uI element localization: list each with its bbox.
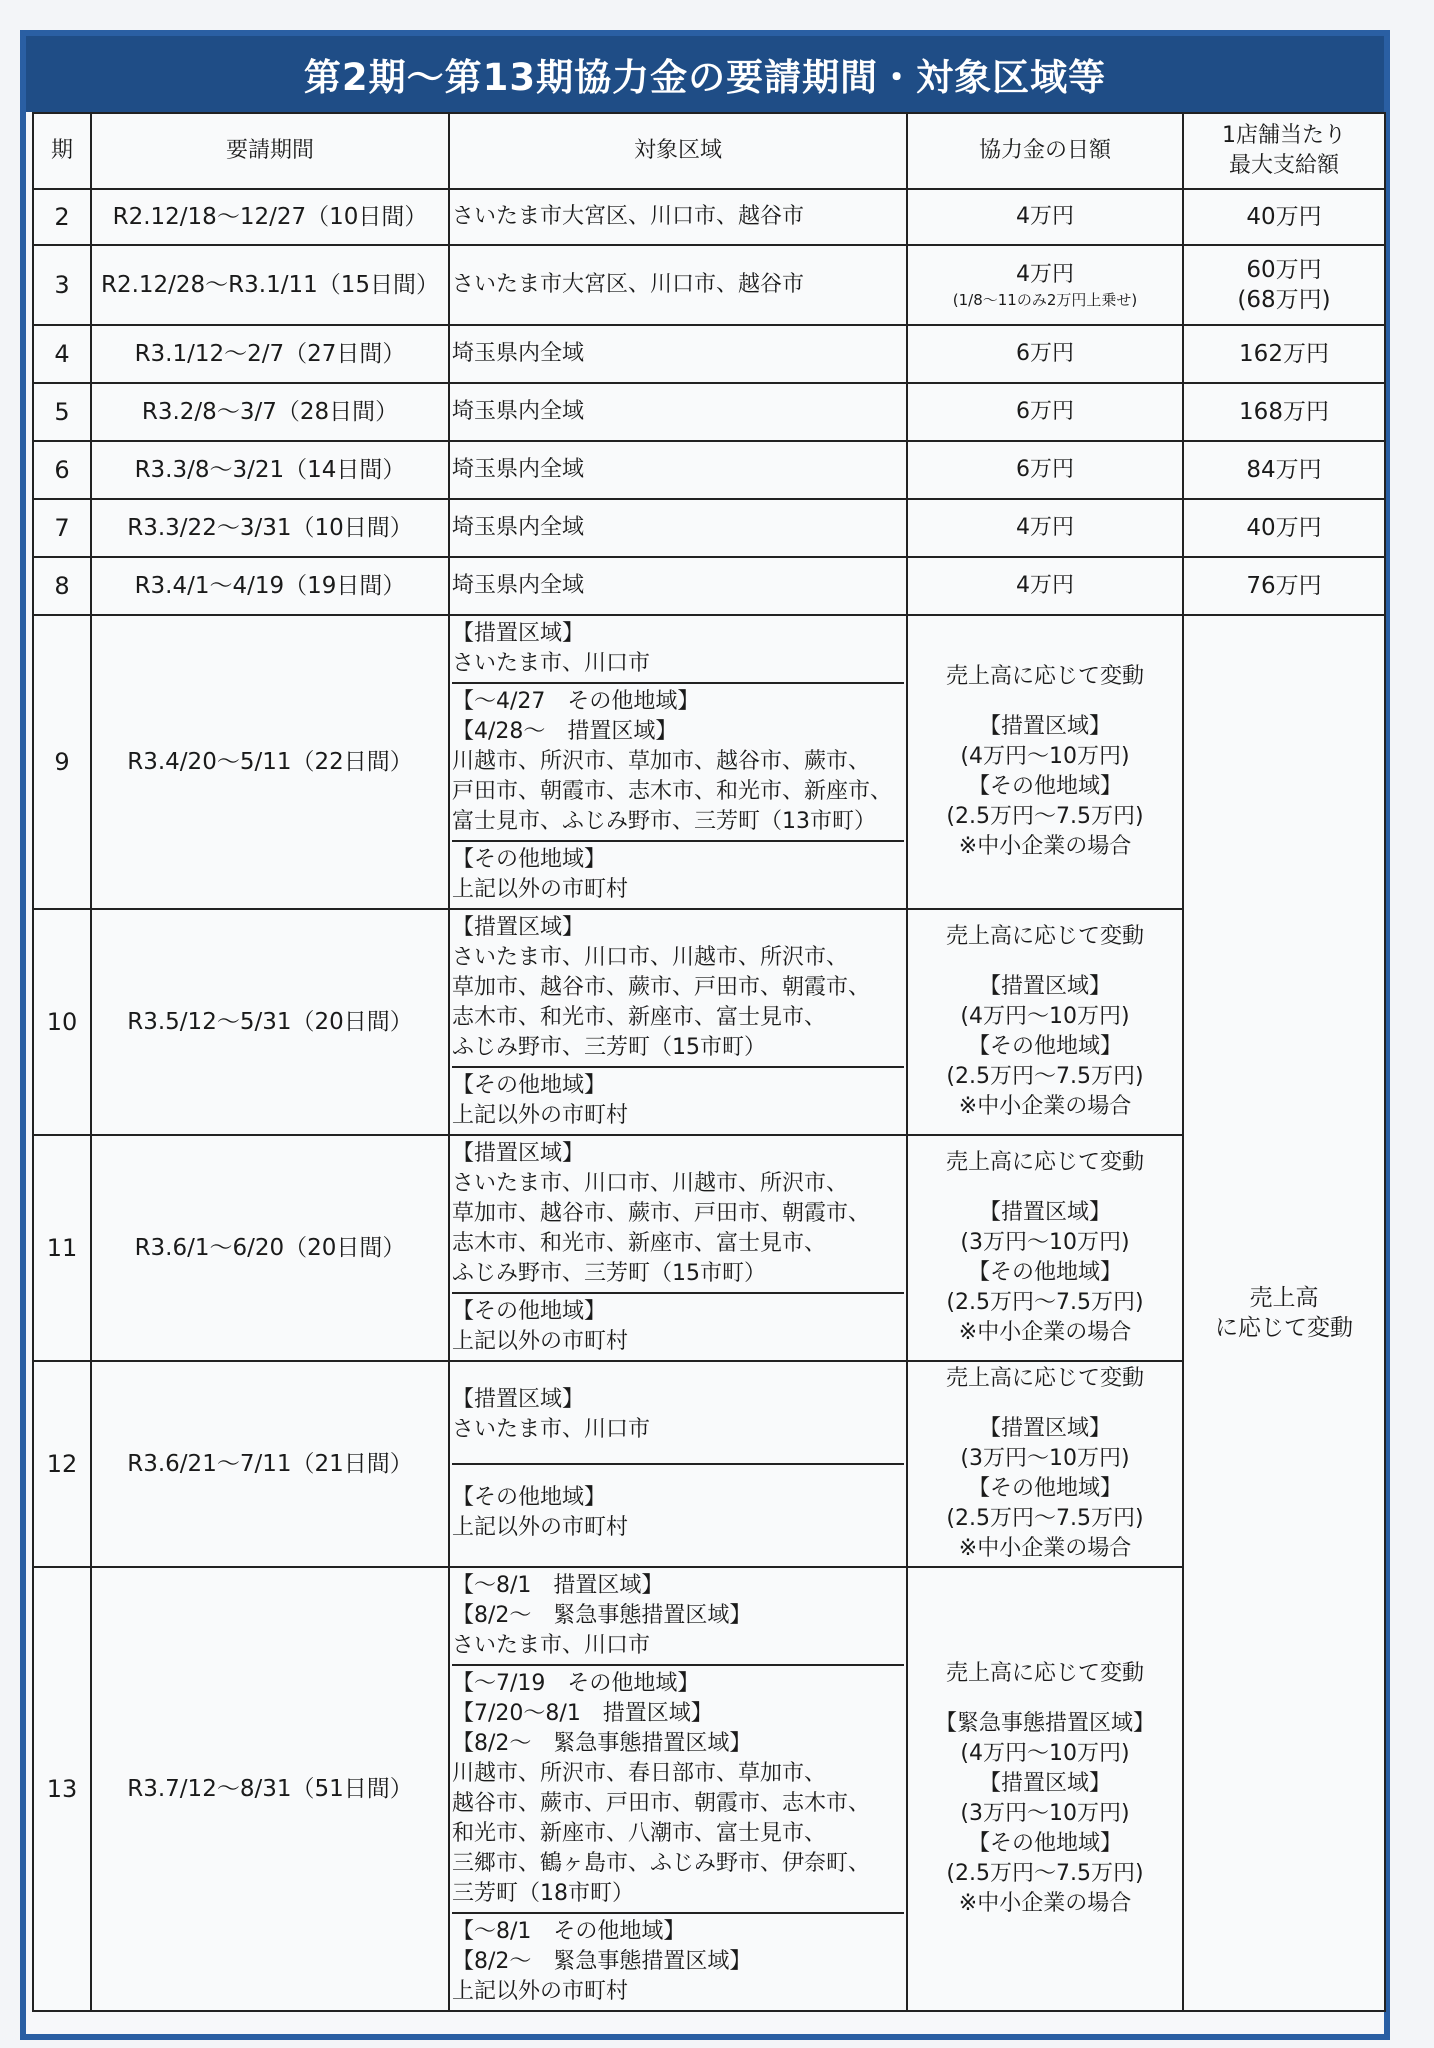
row-daily-note: (1/8～11のみ2万円上乗せ)	[952, 291, 1138, 309]
row-daily-value: 4万円	[1016, 262, 1074, 287]
row-area	[449, 1135, 907, 1361]
row-area	[449, 615, 907, 909]
area-block: 【措置区域】 さいたま市、川口市、川越市、所沢市、 草加市、越谷市、蕨市、戸田市、朝霞市、 志木市、和光市、新座市、富士見市、 ふじみ野市、三芳町（15市町）	[452, 1136, 904, 1294]
row-max-value: 60万円	[1246, 257, 1322, 283]
area-block: 【措置区域】 さいたま市、川口市、川越市、所沢市、 草加市、越谷市、蕨市、戸田市、朝霞市、 志木市、和光市、新座市、富士見市、 ふじみ野市、三芳町（15市町）	[452, 910, 904, 1068]
subsidy-table	[32, 112, 1386, 2012]
row-period: R3.3/8～3/21（14日間）	[91, 441, 449, 499]
row-term: 3	[33, 245, 91, 325]
row-area: さいたま市大宮区、川口市、越谷市	[449, 245, 907, 325]
row-term: 8	[33, 557, 91, 615]
row-term: 5	[33, 383, 91, 441]
row-period: R3.4/1～4/19（19日間）	[91, 557, 449, 615]
row-period: R3.6/21～7/11（21日間）	[91, 1361, 449, 1567]
table-row	[33, 441, 1385, 499]
row-max: 40万円	[1183, 499, 1385, 557]
row-period: R3.7/12～8/31（51日間）	[91, 1567, 449, 2011]
row-daily: 4万円	[907, 499, 1183, 557]
table-row	[33, 1361, 1385, 1567]
row-daily	[907, 245, 1183, 325]
row-term: 4	[33, 325, 91, 383]
row-period: R2.12/18～12/27（10日間）	[91, 189, 449, 245]
table-row	[33, 615, 1385, 909]
row-term: 9	[33, 615, 91, 909]
header-max	[1183, 113, 1385, 189]
row-area: 埼玉県内全域	[449, 557, 907, 615]
row-term: 10	[33, 909, 91, 1135]
row-term: 7	[33, 499, 91, 557]
header-term: 期	[33, 113, 91, 189]
table-row	[33, 557, 1385, 615]
row-max	[1183, 245, 1385, 325]
area-block: 【～8/1 その他地域】 【8/2～ 緊急事態措置区域】 上記以外の市町村	[452, 1919, 752, 2004]
table-row	[33, 245, 1385, 325]
row-daily: 売上高に応じて変動 【措置区域】 (4万円～10万円) 【その他地域】 (2.5万円～7.5万円) ※中小企業の場合	[907, 615, 1183, 909]
header-daily: 協力金の日額	[907, 113, 1183, 189]
row-period: R3.5/12～5/31（20日間）	[91, 909, 449, 1135]
row-area: 埼玉県内全域	[449, 441, 907, 499]
row-period: R3.1/12～2/7（27日間）	[91, 325, 449, 383]
row-max: 84万円	[1183, 441, 1385, 499]
row-period: R3.2/8～3/7（28日間）	[91, 383, 449, 441]
row-term: 13	[33, 1567, 91, 2011]
row-term: 11	[33, 1135, 91, 1361]
row-area	[449, 1361, 907, 1567]
area-block: 【措置区域】 さいたま市、川口市	[452, 616, 904, 684]
row-daily: 売上高に応じて変動 【措置区域】 (4万円～10万円) 【その他地域】 (2.5万円～7.5万円) ※中小企業の場合	[907, 909, 1183, 1135]
row-area: 埼玉県内全域	[449, 499, 907, 557]
row-term: 6	[33, 441, 91, 499]
area-block: 【措置区域】 さいたま市、川口市	[452, 1367, 904, 1465]
row-daily: 売上高に応じて変動 【措置区域】 (3万円～10万円) 【その他地域】 (2.5万円～7.5万円) ※中小企業の場合	[907, 1135, 1183, 1361]
row-max: 40万円	[1183, 189, 1385, 245]
table-row	[33, 1135, 1385, 1361]
row-daily: 6万円	[907, 441, 1183, 499]
area-block: 【～4/27 その他地域】 【4/28～ 措置区域】 川越市、所沢市、草加市、越谷市、蕨市、 戸田市、朝霞市、志木市、和光市、新座市、 富士見市、ふじみ野市、三芳町（13市町）	[452, 684, 904, 842]
row-area: 埼玉県内全域	[449, 383, 907, 441]
area-block: 【～7/19 その他地域】 【7/20～8/1 措置区域】 【8/2～ 緊急事態措置区域】 川越市、所沢市、春日部市、草加市、 越谷市、蕨市、戸田市、朝霞市、志木市、 和光市、新座市、八潮市、富士見市、 三郷市、鶴ヶ島市、ふじみ野市、伊奈町、 三芳町（18市町）	[452, 1666, 904, 1914]
area-block: 【その他地域】 上記以外の市町村	[452, 1073, 629, 1128]
table-frame	[20, 30, 1390, 2040]
row-max-variable: 売上高 に応じて変動	[1183, 615, 1385, 2011]
table-row	[33, 325, 1385, 383]
table-row	[33, 383, 1385, 441]
row-daily: 6万円	[907, 383, 1183, 441]
area-block: 【その他地域】 上記以外の市町村	[452, 847, 629, 902]
row-term: 2	[33, 189, 91, 245]
row-period: R3.6/1～6/20（20日間）	[91, 1135, 449, 1361]
area-block: 【～8/1 措置区域】 【8/2～ 緊急事態措置区域】 さいたま市、川口市	[452, 1568, 904, 1666]
row-period: R3.4/20～5/11（22日間）	[91, 615, 449, 909]
header-period: 要請期間	[91, 113, 449, 189]
row-term: 12	[33, 1361, 91, 1567]
header-max-line2: 最大支給額	[1228, 153, 1339, 178]
header-area: 対象区域	[449, 113, 907, 189]
row-daily: 4万円	[907, 557, 1183, 615]
area-block: 【その他地域】 上記以外の市町村	[452, 1299, 629, 1354]
row-max: 168万円	[1183, 383, 1385, 441]
page-title: 第2期～第13期協力金の要請期間・対象区域等	[26, 36, 1384, 112]
row-daily: 売上高に応じて変動 【措置区域】 (3万円～10万円) 【その他地域】 (2.5万円～7.5万円) ※中小企業の場合	[907, 1361, 1183, 1567]
row-daily: 売上高に応じて変動 【緊急事態措置区域】 (4万円～10万円) 【措置区域】 (3万円～10万円) 【その他地域】 (2.5万円～7.5万円) ※中小企業の場合	[907, 1567, 1183, 2011]
row-area	[449, 909, 907, 1135]
row-area: 埼玉県内全域	[449, 325, 907, 383]
row-period: R3.3/22～3/31（10日間）	[91, 499, 449, 557]
table-row	[33, 909, 1385, 1135]
row-daily: 4万円	[907, 189, 1183, 245]
row-area	[449, 1567, 907, 2011]
row-area: さいたま市大宮区、川口市、越谷市	[449, 189, 907, 245]
table-row	[33, 189, 1385, 245]
row-max: 162万円	[1183, 325, 1385, 383]
header-row	[33, 113, 1385, 189]
area-block: 【その他地域】 上記以外の市町村	[452, 1485, 629, 1540]
row-max: 76万円	[1183, 557, 1385, 615]
table-row	[33, 499, 1385, 557]
header-max-line1: 1店舗当たり	[1222, 123, 1346, 148]
table-row	[33, 1567, 1385, 2011]
row-period: R2.12/28～R3.1/11（15日間）	[91, 245, 449, 325]
row-daily: 6万円	[907, 325, 1183, 383]
row-max-note: (68万円)	[1237, 287, 1331, 313]
